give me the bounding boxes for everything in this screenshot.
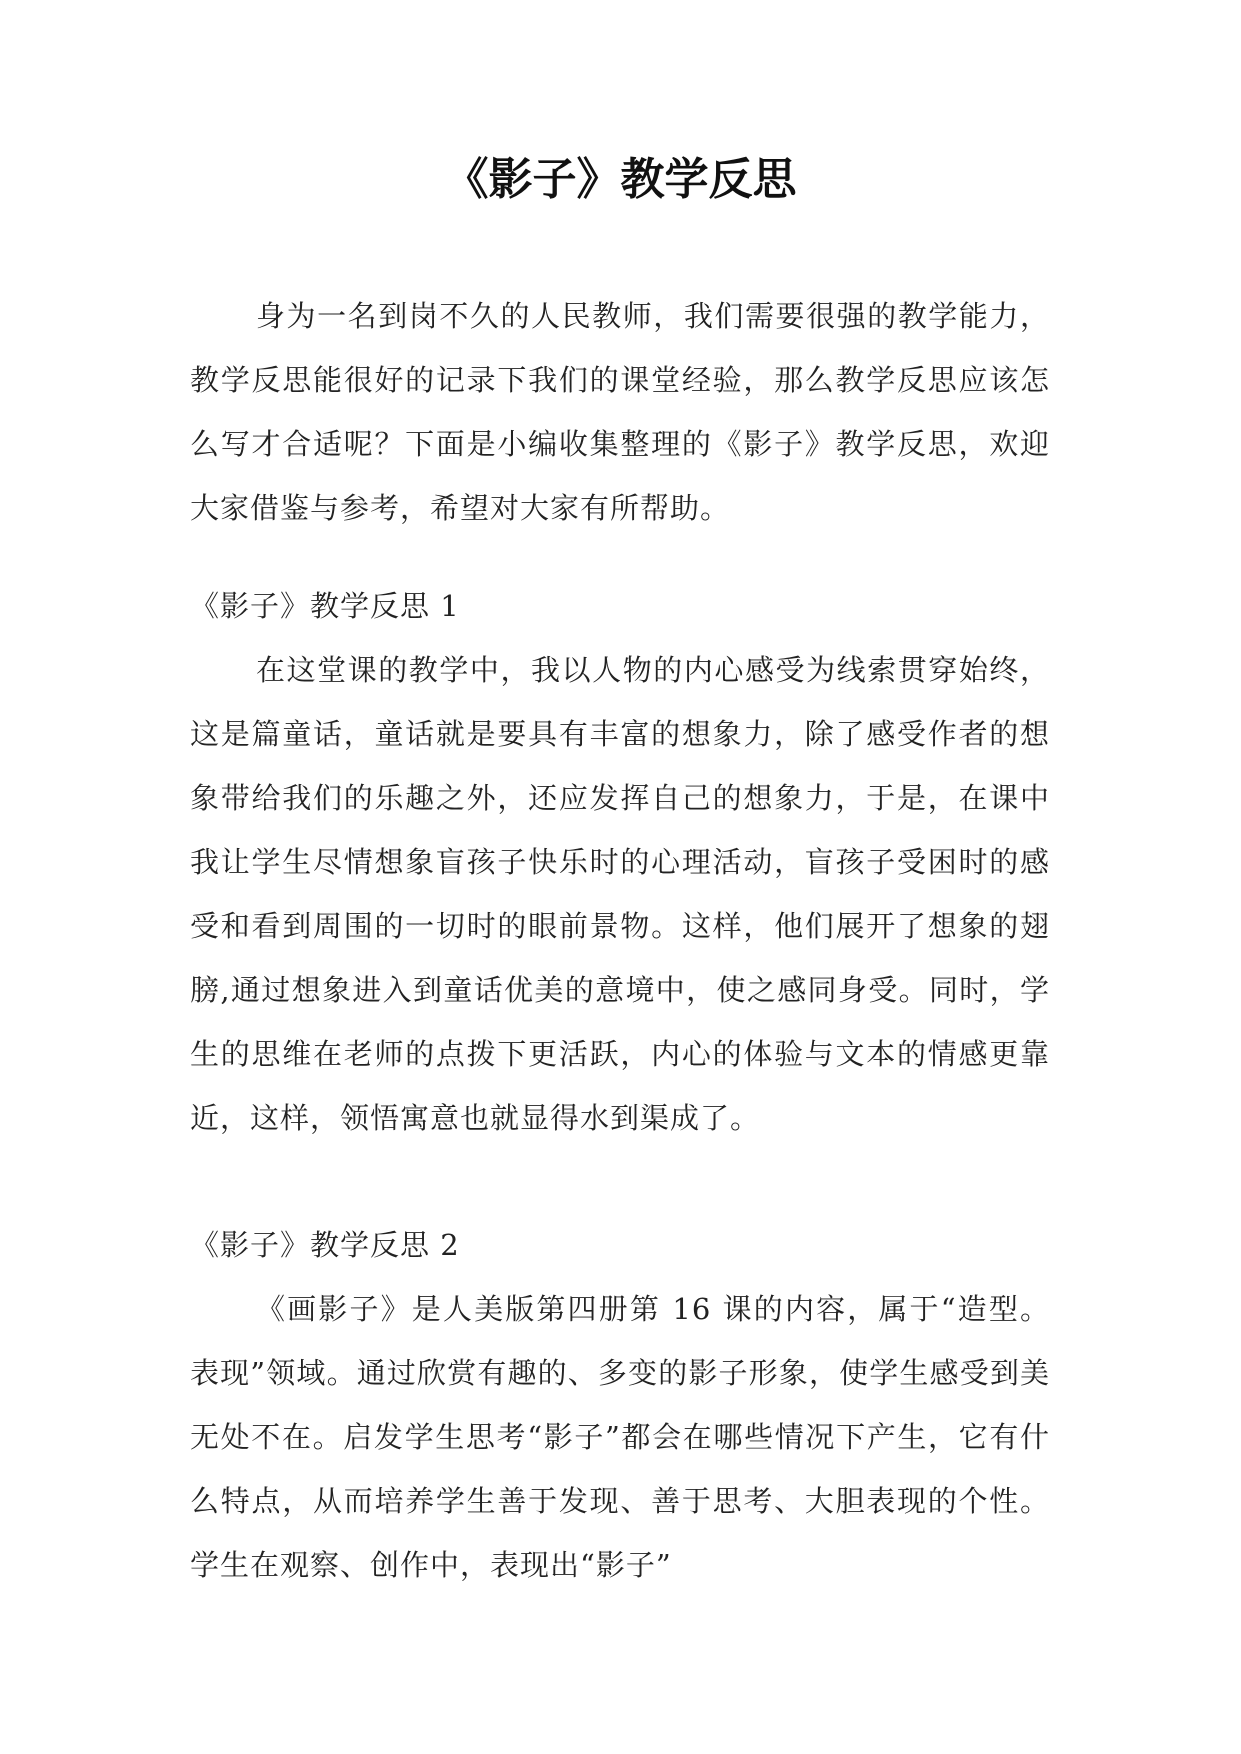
section-paragraph-2: 《画影子》是人美版第四册第 16 课的内容，属于“造型。表现”领域。通过欣赏有趣的、多变的影子形象，使学生感受到美无处不在。启发学生思考“影子”都会在哪些情况下产生，它有什么特点，从而培养学生善于发现、善于思考、大胆表现的个性。学生在观察、创作中，表现出“影子” xyxy=(190,1292,1050,1582)
section-heading-2: 《影子》教学反思 2 xyxy=(190,1228,460,1262)
intro-paragraph: 身为一名到岗不久的人民教师，我们需要很强的教学能力，教学反思能很好的记录下我们的课堂经验，那么教学反思应该怎么写才合适呢？下面是小编收集整理的《影子》教学反思，欢迎大家借鉴与参考，希望对大家有所帮助。 xyxy=(190,299,1050,525)
document-title: 《影子》教学反思 xyxy=(444,154,797,205)
section-paragraph-1: 在这堂课的教学中，我以人物的内心感受为线索贯穿始终，这是篇童话，童话就是要具有丰富的想象力，除了感受作者的想象带给我们的乐趣之外，还应发挥自己的想象力，于是，在课中我让学生尽情想象盲孩子快乐时的心理活动，盲孩子受困时的感受和看到周围的一切时的眼前景物。这样，他们展开了想象的翅膀,通过想象进入到童话优美的意境中，使之感同身受。同时，学生的思维在老师的点拨下更活跃，内心的体验与文本的情感更靠近，这样，领悟寓意也就显得水到渠成了。 xyxy=(190,653,1050,1135)
section-heading-1: 《影子》教学反思 1 xyxy=(190,589,460,623)
